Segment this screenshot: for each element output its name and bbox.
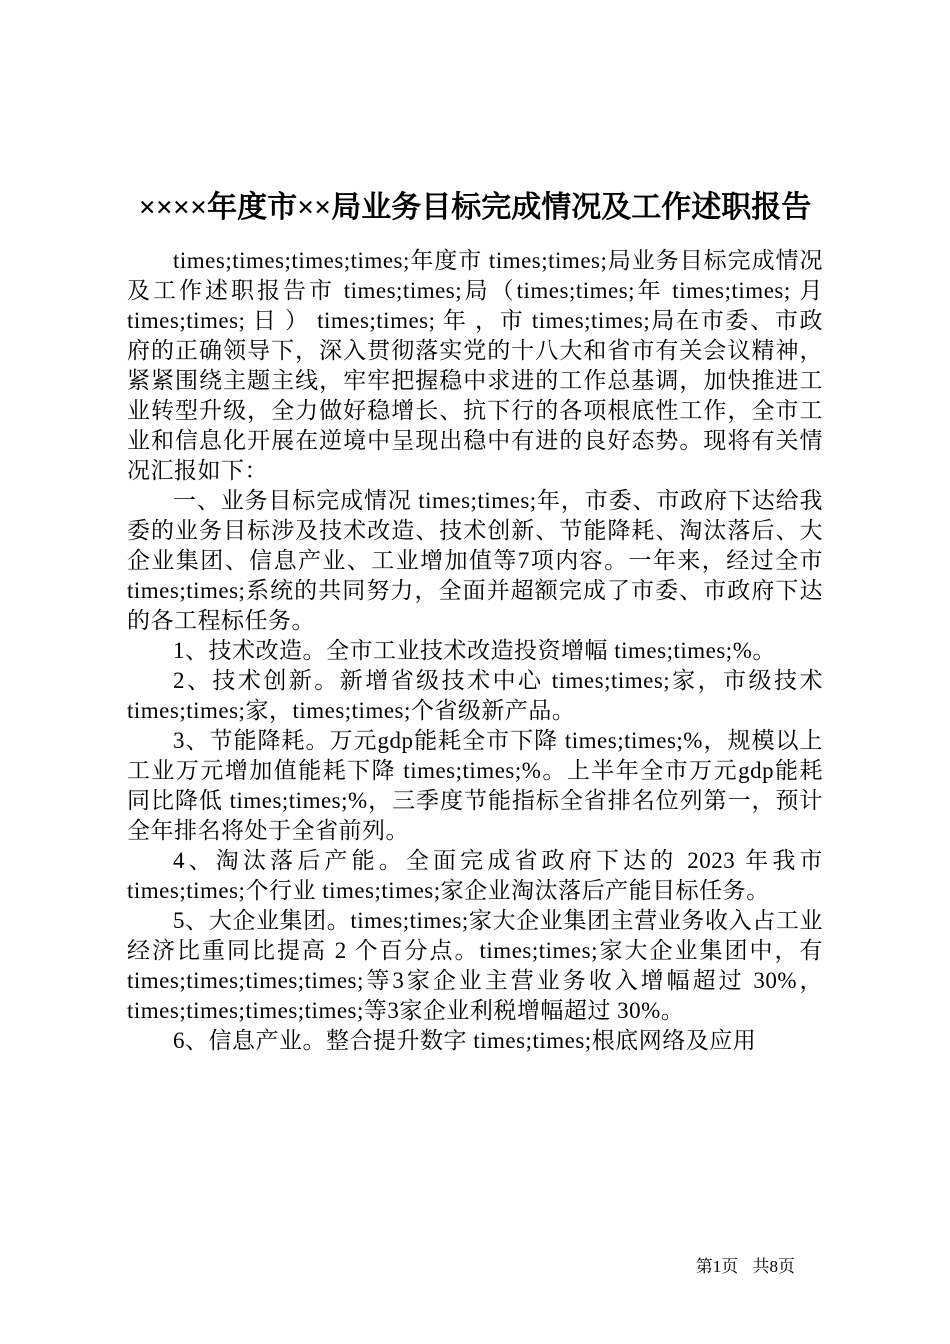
page-number: 第1页	[695, 1257, 739, 1276]
paragraph-item-4: 4、淘汰落后产能。全面完成省政府下达的 2023 年我市 times;times;个行业 times;times;家企业淘汰落后产能目标任务。	[127, 848, 823, 903]
paragraph-item-5: 5、大企业集团。times;times;家大企业集团主营业务收入占工业经济比重同比提高 2 个百分点。times;times;家大企业集团中，有 times;times;times;times;等3家企业主营业务收入增幅超过 30%，times;times;times;times;等3家企业利税增幅超过 30%。	[127, 908, 823, 1023]
document-content	[127, 184, 823, 1056]
page-footer	[696, 1256, 795, 1278]
paragraph-intro: times;times;times;times;年度市 times;times;局业务目标完成情况及工作述职报告市 times;times;局（times;times;年 times;times; 月 times;times; 日 ） times;times; 年 ，市 times;times;局在市委、市政府的正确领导下，深入贯彻落实党的十八大和省市有关会议精神，紧紧围绕主题主线，牢牢把握稳中求进的工作总基调，加快推进工业转型升级，全力做好稳增长、抗下行的各项根底性工作，全市工业和信息化开展在逆境中呈现出稳中有进的良好态势。现将有关情况汇报如下：	[127, 248, 823, 483]
total-pages: 共8页	[752, 1257, 795, 1276]
paragraph-item-6: 6、信息产业。整合提升数字 times;times;根底网络及应用	[173, 1028, 757, 1053]
paragraph-item-2: 2、技术创新。新增省级技术中心 times;times;家，市级技术 times;times;家，times;times;个省级新产品。	[127, 668, 823, 723]
paragraph-item-3: 3、节能降耗。万元gdp能耗全市下降 times;times;%，规模以上工业万元增加值能耗下降 times;times;%。上半年全市万元gdp能耗同比降低 times;times;%，三季度节能指标全省排名位列第一，预计全年排名将处于全省前列。	[127, 728, 823, 843]
page-title: ××××年度市××局业务目标完成情况及工作述职报告	[138, 191, 812, 224]
paragraph-section-1: 一、业务目标完成情况 times;times;年，市委、市政府下达给我委的业务目标涉及技术改造、技术创新、节能降耗、淘汰落后、大企业集团、信息产业、工业增加值等7项内容。一年来，经过全市 times;times;系统的共同努力，全面并超额完成了市委、市政府下达的各工程标任务。	[127, 488, 823, 633]
paragraph-item-1: 1、技术改造。全市工业技术改造投资增幅 times;times;%。	[173, 638, 776, 663]
